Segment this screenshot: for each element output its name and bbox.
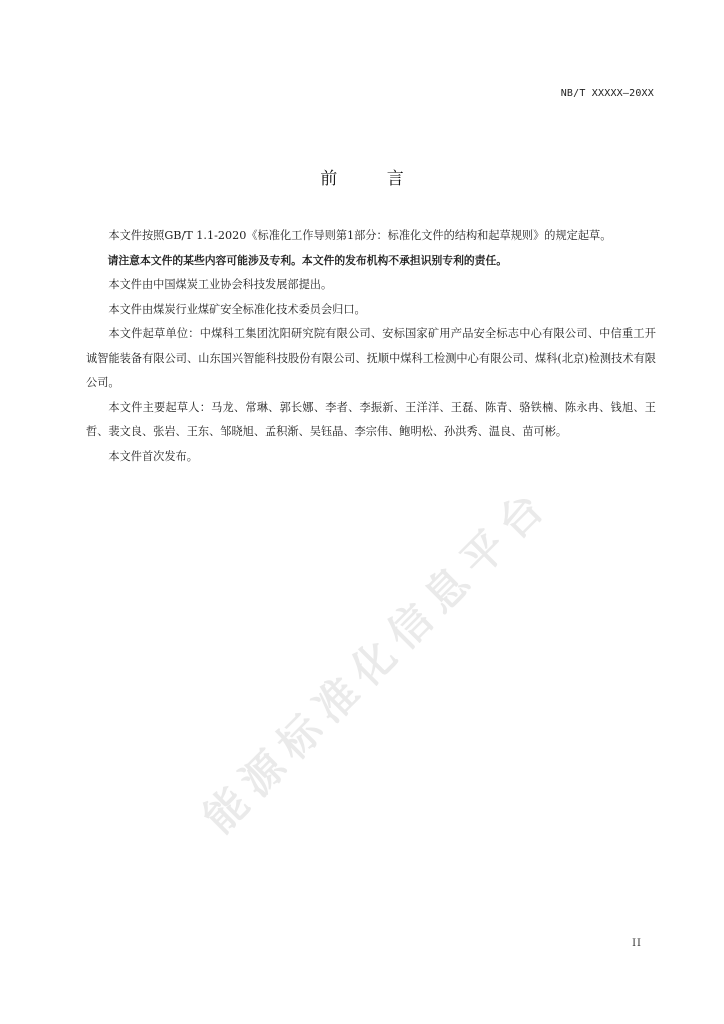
paragraph-drafting-rules: 本文件按照GB/T 1.1-2020《标准化工作导则第1部分：标准化文件的结构和起草规则》的规定起草。	[108, 229, 612, 242]
paragraph-drafters: 本文件主要起草人：马龙、常琳、郭长娜、李者、李振新、王洋洋、王磊、陈青、骆铁楠、陈永冉、钱旭、王哲、裴文良、张岩、王东、邹晓旭、孟积渐、吴钰晶、李宗伟、鲍明松、孙洪秀、温良、苗可彬。	[86, 400, 656, 438]
paragraph-first-release: 本文件首次发布。	[108, 449, 198, 463]
document-code: NB/T XXXXX—20XX	[560, 88, 654, 99]
foreword-body	[86, 224, 656, 469]
watermark: 能源标准化信息平台	[193, 476, 560, 843]
page-title: 前 言	[320, 169, 426, 189]
paragraph-patent-notice: 请注意本文件的某些内容可能涉及专利。本文件的发布机构不承担识别专利的责任。	[107, 253, 508, 267]
page-number: II	[632, 938, 642, 949]
paragraph-centralized-unit: 本文件由煤炭行业煤矿安全标准化技术委员会归口。	[108, 302, 366, 316]
paragraph-drafting-units: 本文件起草单位：中煤科工集团沈阳研究院有限公司、安标国家矿用产品安全标志中心有限公司、中信重工开诚智能装备有限公司、山东国兴智能科技股份有限公司、抚顺中煤科工检测中心有限公司、煤科(北京)检测技术有限公司。	[86, 327, 656, 389]
paragraph-proposer: 本文件由中国煤炭工业协会科技发展部提出。	[108, 278, 333, 291]
